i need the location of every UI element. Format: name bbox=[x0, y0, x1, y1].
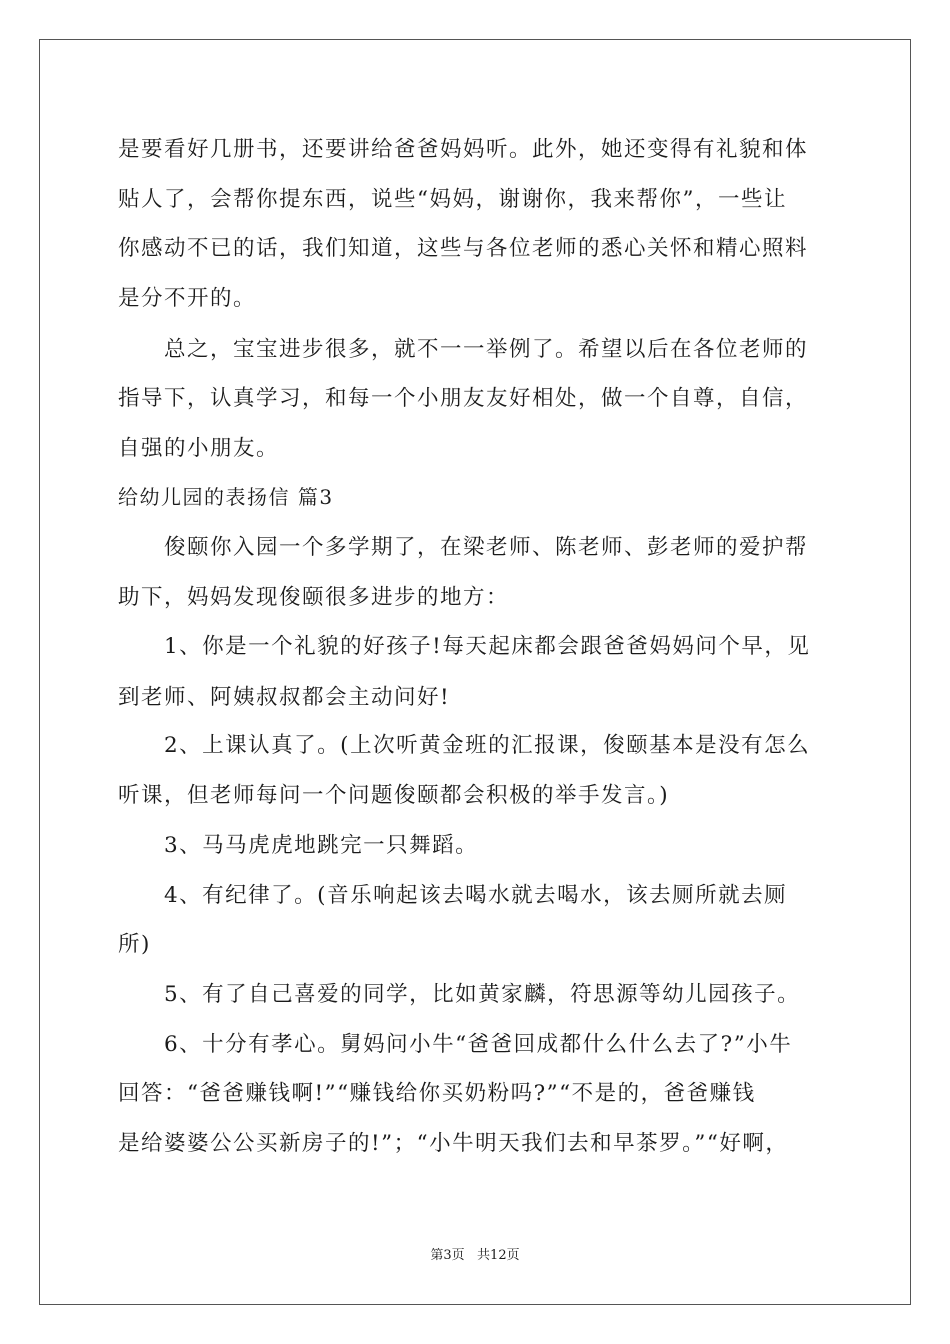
body-text-line: 贴人了，会帮你提东西，说些“妈妈，谢谢你，我来帮你”，一些让 bbox=[118, 187, 787, 212]
list-item-line: 回答：“爸爸赚钱啊!”“赚钱给你买奶粉吗?”“不是的，爸爸赚钱 bbox=[118, 1081, 756, 1106]
list-item-line: 听课，但老师每问一个问题俊颐都会积极的举手发言。) bbox=[118, 783, 670, 808]
body-text-line: 你感动不已的话，我们知道，这些与各位老师的悉心关怀和精心照料 bbox=[118, 236, 809, 261]
list-item-line: 到老师、阿姨叔叔都会主动问好! bbox=[118, 685, 451, 710]
body-text-line: 自强的小朋友。 bbox=[118, 436, 280, 461]
list-item-line: 3、马马虎虎地跳完一只舞蹈。 bbox=[164, 833, 479, 858]
body-text-line: 指导下，认真学习，和每一个小朋友友好相处，做一个自尊，自信， bbox=[118, 386, 809, 411]
list-item-line: 所) bbox=[118, 932, 151, 957]
list-item-line: 1、你是一个礼貌的好孩子!每天起床都会跟爸爸妈妈问个早，见 bbox=[164, 634, 811, 659]
list-item-line: 6、十分有孝心。舅妈问小牛“爸爸回成都什么什么去了?”小牛 bbox=[164, 1032, 793, 1057]
list-item-line: 2、上课认真了。(上次听黄金班的汇报课，俊颐基本是没有怎么 bbox=[164, 733, 811, 758]
list-item-line: 是给婆婆公公买新房子的!”；“小牛明天我们去和早茶罗。”“好啊， bbox=[118, 1131, 789, 1156]
body-text-line: 总之，宝宝进步很多，就不一一举例了。希望以后在各位老师的 bbox=[164, 337, 809, 362]
page-number-footer: 第3页 共12页 bbox=[430, 1248, 520, 1263]
body-text-line: 助下，妈妈发现俊颐很多进步的地方： bbox=[118, 585, 510, 610]
body-text-line: 是分不开的。 bbox=[118, 286, 257, 311]
section-heading: 给幼儿园的表扬信 篇3 bbox=[118, 485, 334, 509]
list-item-line: 4、有纪律了。(音乐响起该去喝水就去喝水，该去厕所就去厕 bbox=[164, 883, 788, 908]
body-text-line: 俊颐你入园一个多学期了，在梁老师、陈老师、彭老师的爱护帮 bbox=[164, 535, 809, 560]
body-text-line: 是要看好几册书，还要讲给爸爸妈妈听。此外，她还变得有礼貌和体 bbox=[118, 137, 809, 162]
list-item-line: 5、有了自己喜爱的同学，比如黄家麟，符思源等幼儿园孩子。 bbox=[164, 982, 801, 1007]
